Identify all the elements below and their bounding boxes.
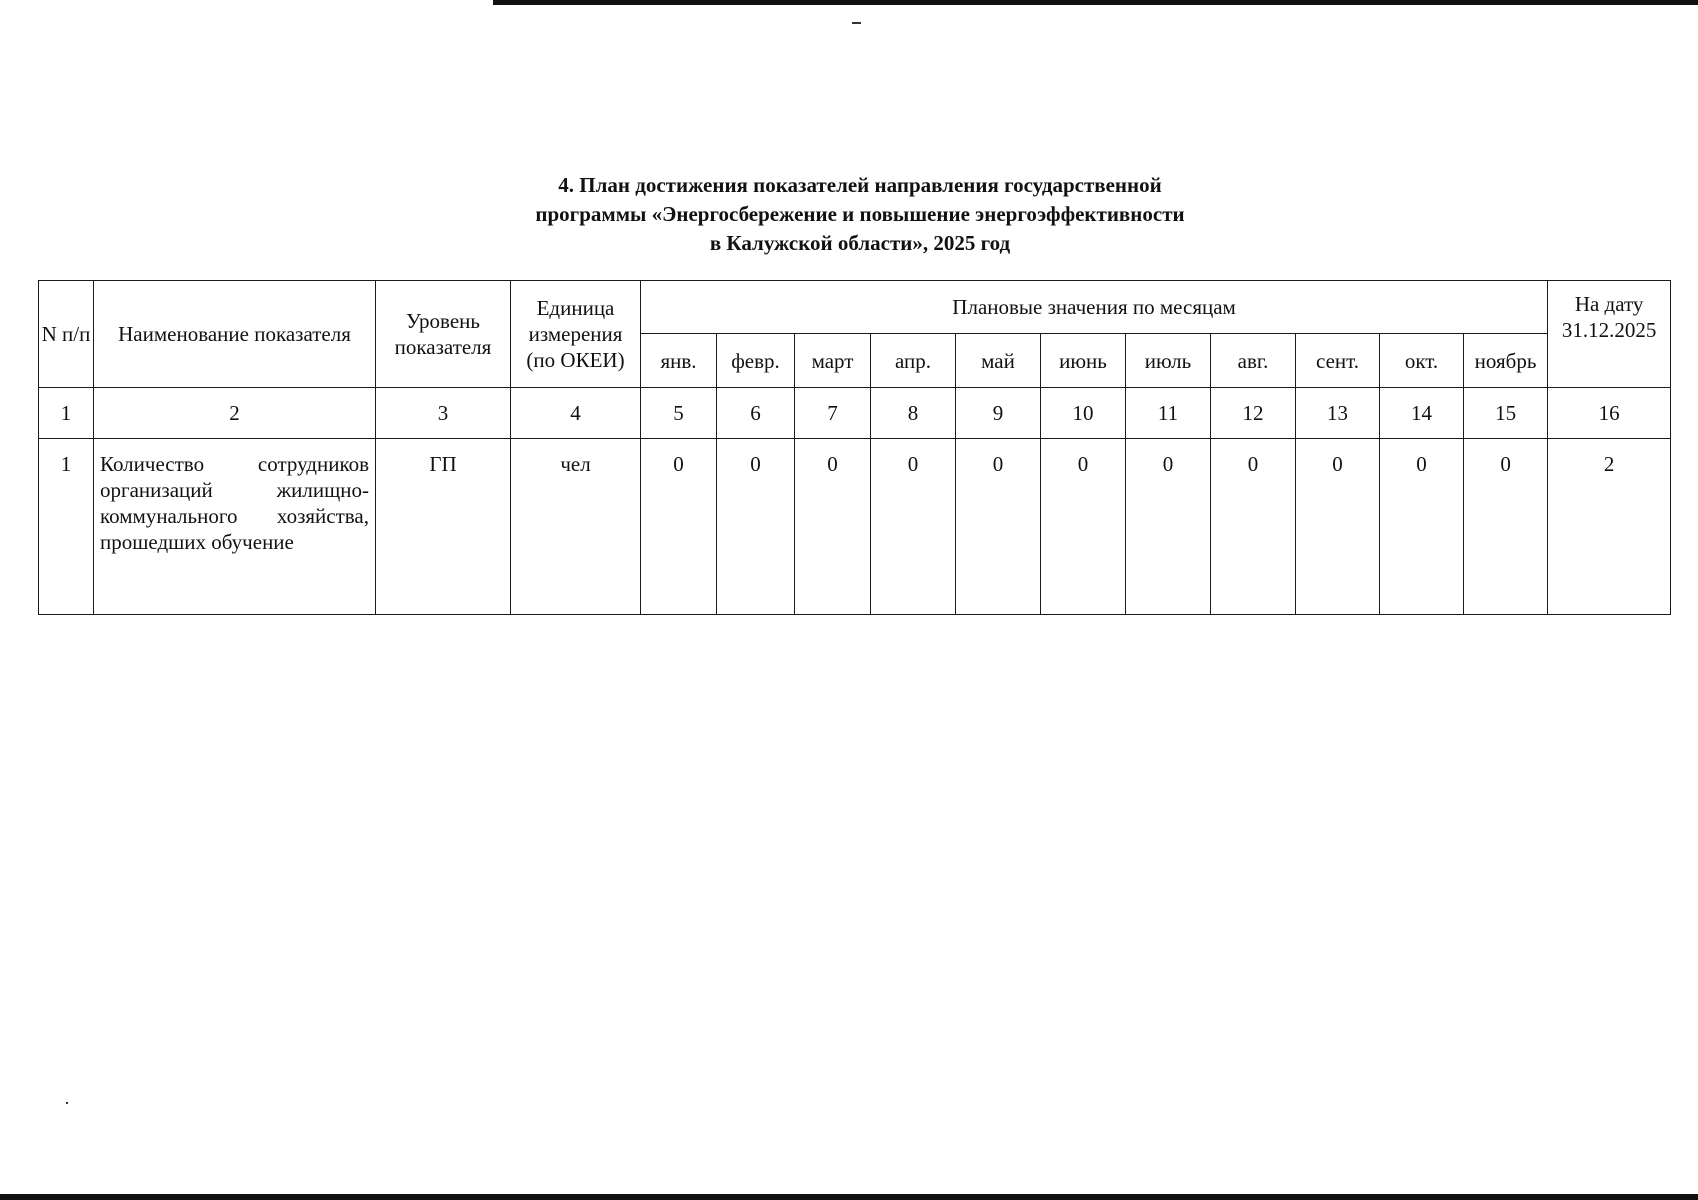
- header-final-date: На дату 31.12.2025: [1548, 281, 1671, 388]
- scan-speck: [66, 1102, 68, 1104]
- final-value: 2: [1548, 439, 1671, 615]
- column-number: 1: [39, 388, 94, 439]
- header-month: февр.: [717, 334, 795, 388]
- header-name: Наименование показателя: [94, 281, 376, 388]
- title-line-3: в Калужской области», 2025 год: [709, 231, 1011, 255]
- column-number: 2: [94, 388, 376, 439]
- header-month: окт.: [1380, 334, 1464, 388]
- title-line-1: 4. План достижения показателей направления государственной: [558, 173, 1162, 197]
- header-month: янв.: [641, 334, 717, 388]
- indicator-name: Количество сотрудников организаций жилищно-коммунального хозяйства, прошедших обучение: [94, 439, 376, 615]
- monthly-value: 0: [641, 439, 717, 615]
- column-number: 11: [1126, 388, 1211, 439]
- table-row: [39, 439, 1671, 615]
- column-number: 4: [511, 388, 641, 439]
- column-number-row: [39, 388, 1671, 439]
- monthly-value: 0: [1041, 439, 1126, 615]
- header-level: Уровень показателя: [376, 281, 511, 388]
- column-number: 3: [376, 388, 511, 439]
- column-number: 6: [717, 388, 795, 439]
- column-number: 5: [641, 388, 717, 439]
- column-number: 16: [1548, 388, 1671, 439]
- monthly-value: 0: [717, 439, 795, 615]
- header-unit: Единица измерения (по ОКЕИ): [511, 281, 641, 388]
- header-months-group: Плановые значения по месяцам: [641, 281, 1548, 334]
- monthly-value: 0: [1464, 439, 1548, 615]
- column-number: 10: [1041, 388, 1126, 439]
- column-number: 9: [956, 388, 1041, 439]
- header-month: авг.: [1211, 334, 1296, 388]
- column-number: 8: [871, 388, 956, 439]
- scan-border-top: [493, 0, 1698, 5]
- header-month: май: [956, 334, 1041, 388]
- monthly-value: 0: [956, 439, 1041, 615]
- column-number: 13: [1296, 388, 1380, 439]
- row-num: 1: [39, 439, 94, 615]
- scan-mark: [852, 22, 861, 24]
- monthly-value: 0: [795, 439, 871, 615]
- title-line-2: программы «Энергосбережение и повышение энергоэффективности: [535, 202, 1185, 226]
- header-month: июнь: [1041, 334, 1126, 388]
- column-number: 15: [1464, 388, 1548, 439]
- indicator-unit: чел: [511, 439, 641, 615]
- header-row: [39, 281, 1671, 334]
- column-number: 14: [1380, 388, 1464, 439]
- monthly-value: 0: [1126, 439, 1211, 615]
- header-month: апр.: [871, 334, 956, 388]
- monthly-value: 0: [871, 439, 956, 615]
- monthly-value: 0: [1380, 439, 1464, 615]
- column-number: 7: [795, 388, 871, 439]
- column-number: 12: [1211, 388, 1296, 439]
- header-month: сент.: [1296, 334, 1380, 388]
- header-num: N п/п: [39, 281, 94, 388]
- document-title: [440, 171, 1280, 258]
- indicator-level: ГП: [376, 439, 511, 615]
- plan-table: [38, 280, 1671, 615]
- header-month: март: [795, 334, 871, 388]
- monthly-value: 0: [1296, 439, 1380, 615]
- monthly-value: 0: [1211, 439, 1296, 615]
- header-month: июль: [1126, 334, 1211, 388]
- header-month: ноябрь: [1464, 334, 1548, 388]
- scan-border-bottom: [0, 1194, 1698, 1200]
